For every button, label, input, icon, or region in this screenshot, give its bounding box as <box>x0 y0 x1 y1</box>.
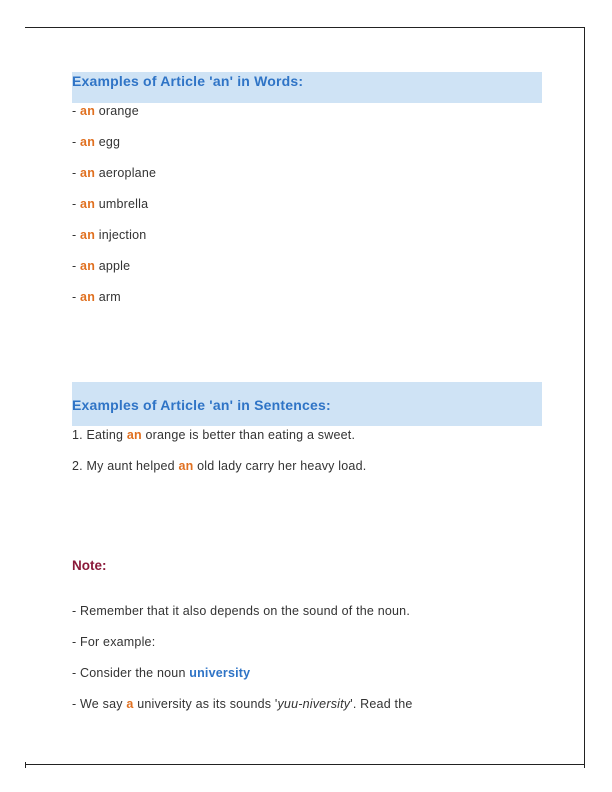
list-item: - an apple <box>72 259 131 273</box>
note-title: Note: <box>72 558 107 573</box>
page-corner-mark <box>25 762 26 768</box>
list-item: - an orange <box>72 104 139 118</box>
list-item: - an aeroplane <box>72 166 157 180</box>
page-corner-mark <box>584 762 585 768</box>
sentence-item: 2. My aunt helped an old lady carry her heavy load. <box>72 459 367 473</box>
list-item: - an injection <box>72 228 147 242</box>
words-heading: Examples of Article 'an' in Words: <box>72 73 304 89</box>
note-line: - Consider the noun university <box>72 666 251 680</box>
note-line: - Remember that it also depends on the sound of the noun. <box>72 604 410 618</box>
list-item: - an umbrella <box>72 197 149 211</box>
sentences-heading: Examples of Article 'an' in Sentences: <box>72 397 331 413</box>
highlighted-noun: university <box>189 666 251 680</box>
note-line: - We say a university as its sounds 'yuu-niversity'. Read the <box>72 697 413 711</box>
note-line: - For example: <box>72 635 156 649</box>
sentence-item: 1. Eating an orange is better than eating a sweet. <box>72 428 356 442</box>
list-item: - an egg <box>72 135 121 149</box>
list-item: - an arm <box>72 290 121 304</box>
